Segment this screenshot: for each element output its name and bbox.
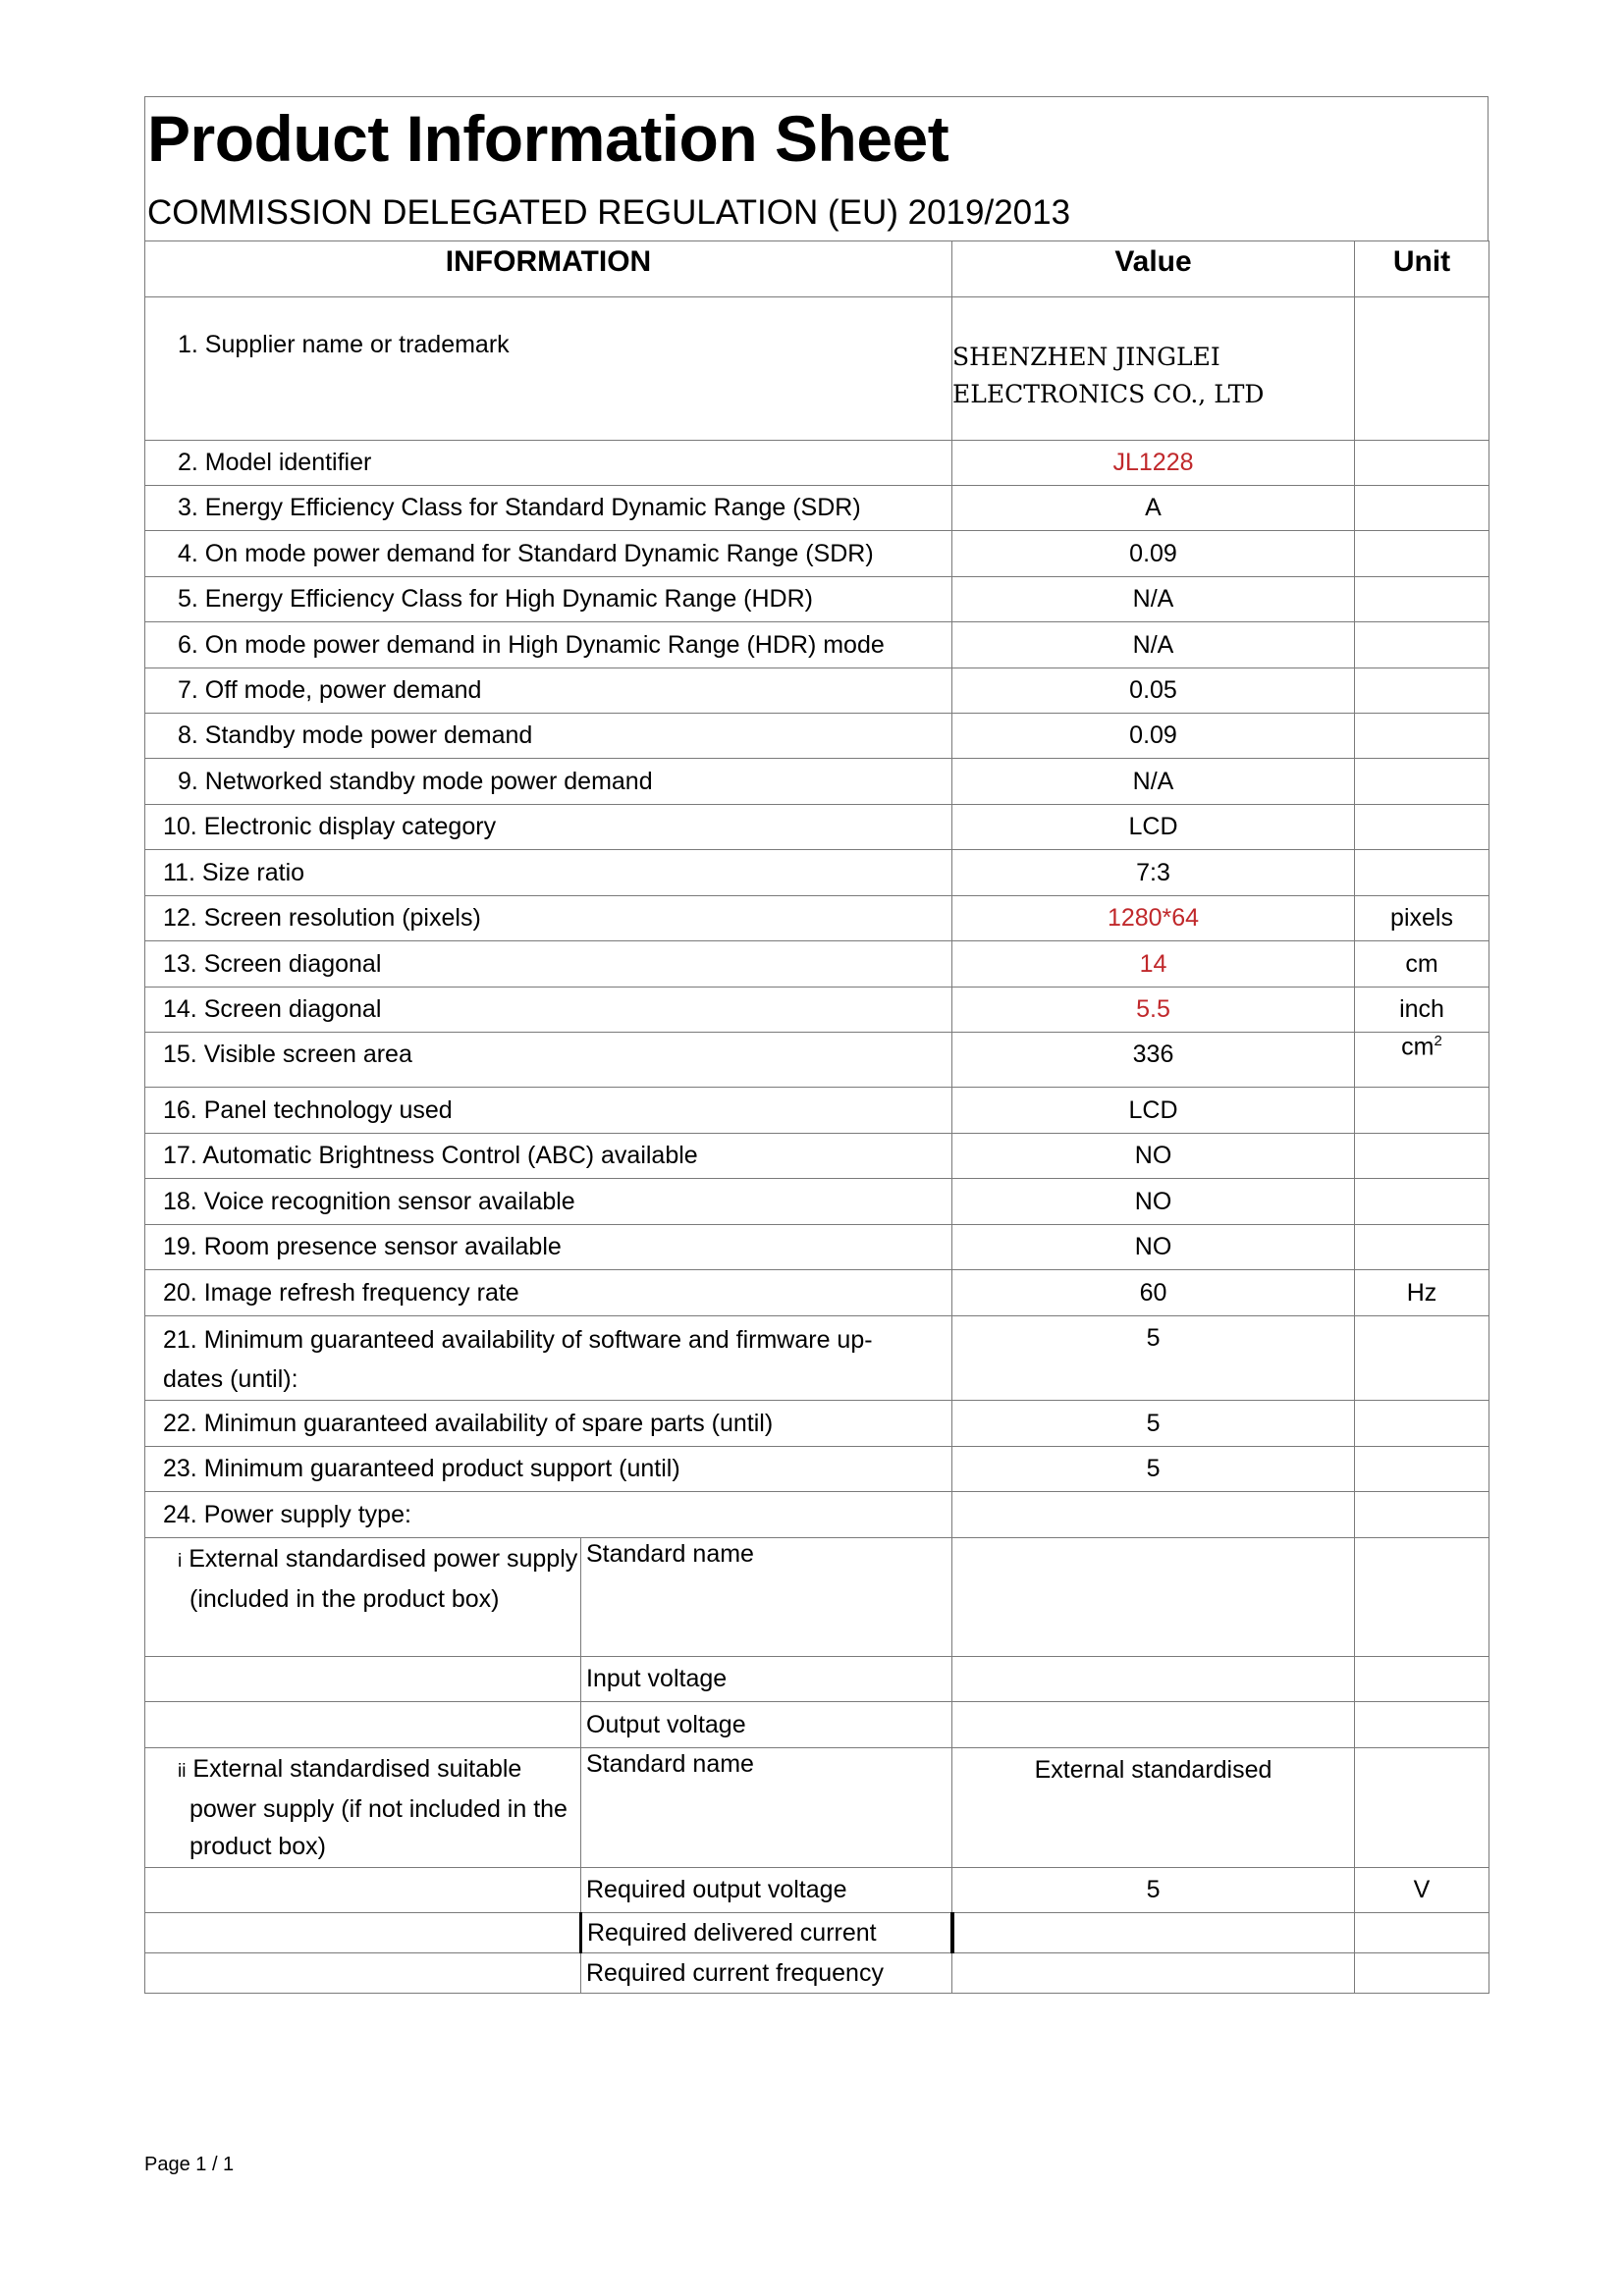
row-unit [1355,1538,1489,1657]
empty-cell [145,1702,581,1748]
info-sheet [144,96,1489,1994]
empty-cell [145,1657,581,1702]
power-supply-i-label [145,1538,581,1657]
table-row [145,850,1489,896]
row-label: 8. Standby mode power demand [145,714,952,759]
supplier-value [952,297,1355,441]
output-voltage-label: Output voltage [581,1702,952,1748]
row-unit [1355,1702,1489,1748]
row-unit [1355,1033,1489,1088]
table-row [145,714,1489,759]
row-unit: Hz [1355,1270,1489,1316]
required-delivered-current-value [952,1913,1355,1953]
table-row [145,1868,1489,1913]
row-label: 12. Screen resolution (pixels) [145,896,952,941]
required-delivered-current-label: Required delivered current [581,1913,952,1953]
row-unit [1355,1953,1489,1994]
list-marker: ii [178,1761,187,1782]
power-supply-i-text: External standardised power supply (included in the product box) [189,1545,578,1613]
row-label-line-1: 21. Minimum guaranteed availability of software and firmware up- [163,1326,873,1354]
row-value: 1280*64 [952,896,1355,941]
row-unit [1355,1657,1489,1702]
row-label: 2. Model identifier [145,441,952,486]
row-unit [1355,1225,1489,1270]
row-unit [1355,441,1489,486]
table-row [145,759,1489,805]
row-label: 16. Panel technology used [145,1088,952,1134]
power-supply-ii-text: External standardised suitable power supply (if not included in the product box) [189,1755,568,1860]
power-supply-ii-label [145,1748,581,1868]
table-header-row [145,241,1489,297]
row-label: 6. On mode power demand in High Dynamic Range (HDR) mode [145,622,952,668]
power-supply-i-row [145,1538,1489,1657]
row-unit [1355,1134,1489,1179]
row-value: 336 [952,1033,1355,1088]
row-label: 24. Power supply type: [145,1492,952,1538]
table-row [145,1702,1489,1748]
table-row [145,531,1489,577]
row-value: 5 [952,1447,1355,1492]
row-unit [1355,1748,1489,1868]
row-label: 7. Off mode, power demand [145,668,952,714]
row-label: 10. Electronic display category [145,805,952,850]
input-voltage-value [952,1657,1355,1702]
row-unit: inch [1355,988,1489,1033]
page-footer: Page 1 / 1 [144,2154,235,2175]
required-current-frequency-label: Required current frequency [581,1953,952,1994]
required-current-frequency-value [952,1953,1355,1994]
row-unit [1355,531,1489,577]
required-output-voltage-unit: V [1355,1868,1489,1913]
empty-cell [145,1868,581,1913]
unit-cm: cm [1401,1033,1435,1061]
row-label [145,1316,952,1401]
info-table [144,240,1489,1994]
page-title: Product Information Sheet [147,102,949,175]
row-unit [1355,805,1489,850]
table-row [145,622,1489,668]
row-value: JL1228 [952,441,1355,486]
row-value [952,1492,1355,1538]
row-label: 17. Automatic Brightness Control (ABC) available [145,1134,952,1179]
row-value: N/A [952,577,1355,622]
regulation-subtitle: COMMISSION DELEGATED REGULATION (EU) 2019/2013 [147,193,1071,232]
row-unit [1355,622,1489,668]
row-unit [1355,1401,1489,1447]
row-value: 60 [952,1270,1355,1316]
row-label: 14. Screen diagonal [145,988,952,1033]
table-row [145,1913,1489,1953]
row-value: 0.05 [952,668,1355,714]
row-value: 14 [952,941,1355,988]
row-label: 23. Minimum guaranteed product support (until) [145,1447,952,1492]
standard-name-value [952,1538,1355,1657]
table-row [145,577,1489,622]
table-row [145,668,1489,714]
table-row [145,1270,1489,1316]
row-value: 7:3 [952,850,1355,896]
row-unit [1355,759,1489,805]
table-row [145,1657,1489,1702]
unit-superscript: 2 [1434,1033,1442,1049]
table-row [145,486,1489,531]
row-value: 5 [952,1316,1355,1401]
row-value: LCD [952,805,1355,850]
row-value: NO [952,1134,1355,1179]
table-row [145,1447,1489,1492]
table-row [145,297,1489,441]
empty-cell [145,1913,581,1953]
row-label: 15. Visible screen area [145,1033,952,1088]
row-value: LCD [952,1088,1355,1134]
empty-cell [145,1953,581,1994]
table-row [145,1179,1489,1225]
table-row [145,1088,1489,1134]
table-row [145,1134,1489,1179]
row-label: 11. Size ratio [145,850,952,896]
table-row [145,941,1489,988]
header-unit: Unit [1355,241,1489,297]
row-unit [1355,486,1489,531]
row-label: 4. On mode power demand for Standard Dynamic Range (SDR) [145,531,952,577]
row-value: N/A [952,759,1355,805]
row-label: 1. Supplier name or trademark [145,297,952,441]
row-unit [1355,850,1489,896]
table-row [145,1401,1489,1447]
table-row [145,1225,1489,1270]
row-value: 0.09 [952,714,1355,759]
row-unit: cm [1355,941,1489,988]
standard-name-value: External standardised [952,1748,1355,1868]
header-information: INFORMATION [145,241,952,297]
table-row [145,1033,1489,1088]
row-value: 5.5 [952,988,1355,1033]
table-row [145,1953,1489,1994]
row-unit [1355,577,1489,622]
required-output-voltage-label: Required output voltage [581,1868,952,1913]
row-value: N/A [952,622,1355,668]
table-row [145,441,1489,486]
row-value: NO [952,1179,1355,1225]
required-output-voltage-value: 5 [952,1868,1355,1913]
standard-name-label: Standard name [581,1748,952,1868]
row-unit [1355,1088,1489,1134]
row-label: 19. Room presence sensor available [145,1225,952,1270]
power-supply-ii-row [145,1748,1489,1868]
table-row [145,1492,1489,1538]
row-label: 13. Screen diagonal [145,941,952,988]
standard-name-label: Standard name [581,1538,952,1657]
row-unit [1355,1913,1489,1953]
table-row [145,805,1489,850]
output-voltage-value [952,1702,1355,1748]
row-value: NO [952,1225,1355,1270]
row-unit [1355,1179,1489,1225]
row-unit [1355,1447,1489,1492]
row-value: A [952,486,1355,531]
row-label: 5. Energy Efficiency Class for High Dynamic Range (HDR) [145,577,952,622]
row-unit [1355,668,1489,714]
row-value: 5 [952,1401,1355,1447]
table-row [145,896,1489,941]
row-unit [1355,297,1489,441]
row-label: 3. Energy Efficiency Class for Standard Dynamic Range (SDR) [145,486,952,531]
row-label: 9. Networked standby mode power demand [145,759,952,805]
row-unit [1355,1316,1489,1401]
table-row [145,988,1489,1033]
row-unit: pixels [1355,896,1489,941]
row-label: 18. Voice recognition sensor available [145,1179,952,1225]
row-unit [1355,1492,1489,1538]
sheet-header [144,96,1489,240]
input-voltage-label: Input voltage [581,1657,952,1702]
list-marker: i [178,1551,183,1572]
supplier-line-2: ELECTRONICS CO., LTD [952,380,1265,408]
header-value: Value [952,241,1355,297]
supplier-line-1: SHENZHEN JINGLEI [952,343,1220,371]
row-label: 22. Minimun guaranteed availability of spare parts (until) [145,1401,952,1447]
row-value: 0.09 [952,531,1355,577]
row-unit [1355,714,1489,759]
table-row [145,1316,1489,1401]
row-label-line-2: dates (until): [163,1365,298,1393]
row-label: 20. Image refresh frequency rate [145,1270,952,1316]
